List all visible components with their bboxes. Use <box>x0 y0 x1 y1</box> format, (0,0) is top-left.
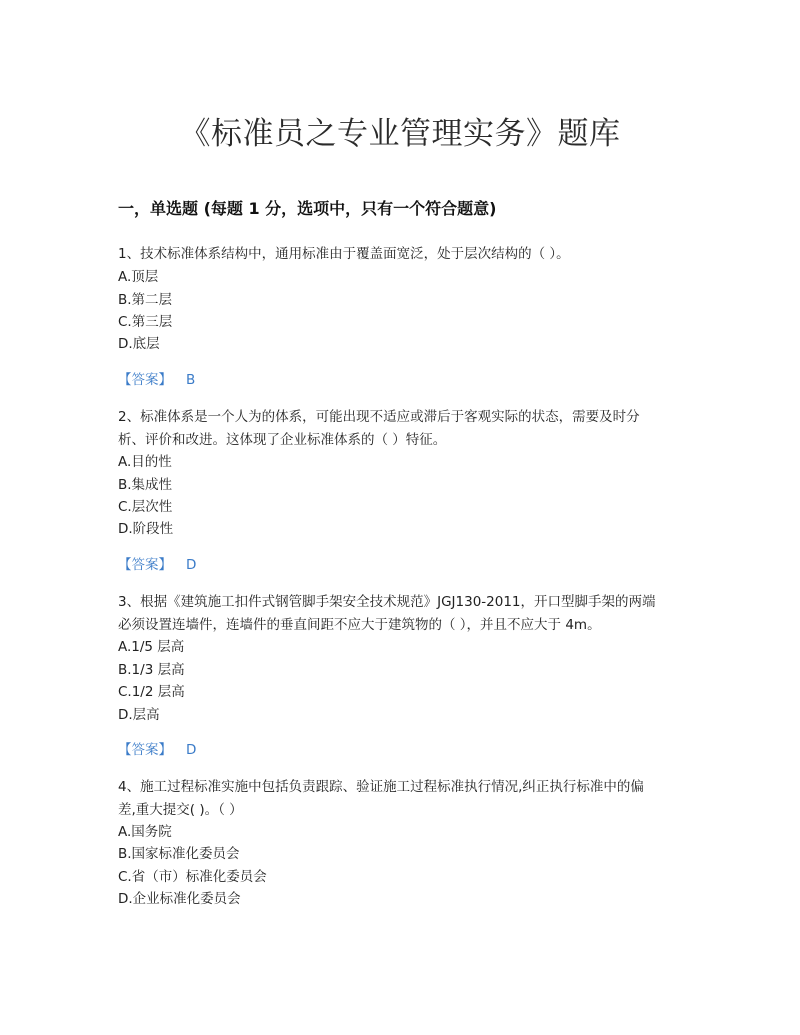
question-4-option-c: C.省（市）标准化委员会 <box>118 869 267 885</box>
question-3-option-d: D.层高 <box>118 707 160 723</box>
question-2-option-a: A.目的性 <box>118 454 172 470</box>
question-1-answer <box>118 371 195 389</box>
question-1-option-b: B.第二层 <box>118 292 173 308</box>
question-1-text: 1、技术标准体系结构中，通用标准由于覆盖面宽泛，处于层次结构的（ ）。 <box>118 246 570 262</box>
question-3-answer <box>118 741 196 759</box>
question-3-option-c: C.1/2 层高 <box>118 684 185 700</box>
question-2-option-b: B.集成性 <box>118 477 173 493</box>
question-3-option-b: B.1/3 层高 <box>118 662 185 678</box>
question-4-option-b: B.国家标准化委员会 <box>118 846 240 862</box>
question-1-option-d: D.底层 <box>118 336 160 352</box>
question-1-option-a: A.顶层 <box>118 269 159 285</box>
question-4-option-a: A.国务院 <box>118 824 172 840</box>
question-2-text-line-1: 2、标准体系是一个人为的体系，可能出现不适应或滞后于客观实际的状态，需要及时分 <box>118 409 640 425</box>
answer-label: 【答案】 <box>118 372 172 388</box>
answer-label: 【答案】 <box>118 742 172 758</box>
question-4-text-line-2: 差,重大提交( )。（ ） <box>118 802 243 818</box>
question-2-answer <box>118 556 196 574</box>
answer-label: 【答案】 <box>118 557 172 573</box>
question-2-option-c: C.层次性 <box>118 499 173 515</box>
section-heading: 一，单选题 (每题 1 分，选项中，只有一个符合题意) <box>118 199 497 218</box>
page-title: 《标准员之专业管理实务》题库 <box>179 116 621 152</box>
question-3-text-line-1: 3、根据《建筑施工扣件式钢管脚手架安全技术规范》JGJ130-2011，开口型脚手架的两端 <box>118 594 656 610</box>
answer-value: D <box>186 557 197 573</box>
question-2-option-d: D.阶段性 <box>118 521 174 537</box>
question-1-option-c: C.第三层 <box>118 314 173 330</box>
answer-value: D <box>186 742 197 758</box>
question-4-text-line-1: 4、施工过程标准实施中包括负责跟踪、验证施工过程标准执行情况,纠正执行标准中的偏 <box>118 779 644 795</box>
question-2-text-line-2: 析、评价和改进。这体现了企业标准体系的（ ）特征。 <box>118 432 447 448</box>
question-4-option-d: D.企业标准化委员会 <box>118 891 241 907</box>
question-3-option-a: A.1/5 层高 <box>118 639 185 655</box>
question-3-text-line-2: 必须设置连墙件，连墙件的垂直间距不应大于建筑物的（ ），并且不应大于 4m。 <box>118 617 601 633</box>
answer-value: B <box>186 372 196 388</box>
